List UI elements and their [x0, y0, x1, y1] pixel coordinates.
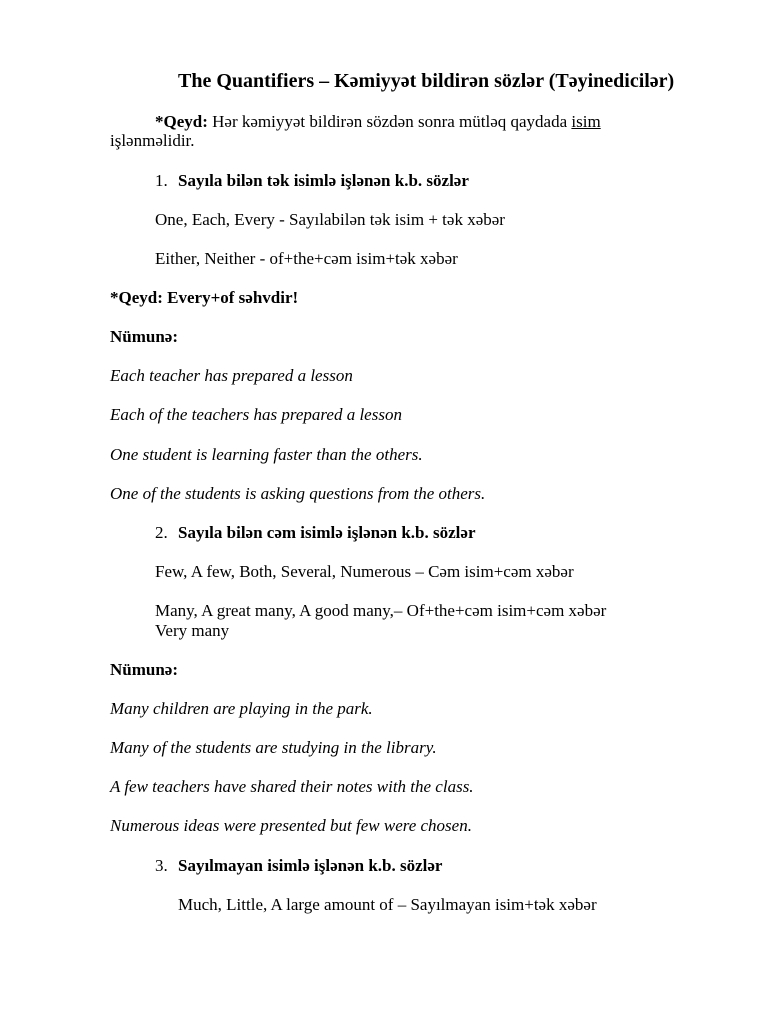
note-line-2: işlənməlidir. — [110, 131, 195, 150]
section-2-rule: Few, A few, Both, Several, Numerous – Cəm isim+cəm xəbər — [155, 562, 574, 581]
section-1-heading — [155, 171, 469, 191]
section-2-rule-continuation: Very many — [155, 621, 230, 640]
example-label: Nümunə: — [110, 660, 179, 679]
note-text: Hər kəmiyyət bildirən sözdən sonra mütləq qaydada — [207, 112, 572, 131]
document-title: The Quantifiers – Kəmiyyət bildirən sözlər (Təyinedicilər) — [178, 70, 675, 92]
example-sentence: Many children are playing in the park. — [110, 699, 373, 718]
example-sentence: One student is learning faster than the others. — [110, 445, 423, 464]
section-1-rule: Either, Neither - of+the+cəm isim+tək xəbər — [155, 249, 458, 268]
example-sentence: Numerous ideas were presented but few were chosen. — [110, 816, 472, 835]
example-sentence: Each teacher has prepared a lesson — [110, 366, 353, 385]
note-line-1 — [155, 112, 601, 132]
example-sentence: One of the students is asking questions from the others. — [110, 484, 486, 503]
warning-note: *Qeyd: Every+of səhvdir! — [110, 288, 299, 307]
note-underlined-word: isim — [571, 112, 601, 131]
section-2-number: 2. — [155, 523, 168, 542]
section-3-number: 3. — [155, 856, 168, 875]
section-3-heading — [155, 856, 442, 876]
section-1-title: Sayıla bilən tək isimlə işlənən k.b. sözlər — [178, 171, 469, 190]
example-sentence: Many of the students are studying in the library. — [110, 738, 437, 757]
section-3-rule: Much, Little, A large amount of – Sayılmayan isim+tək xəbər — [178, 895, 597, 914]
example-sentence: A few teachers have shared their notes with the class. — [110, 777, 474, 796]
section-2-heading — [155, 523, 476, 543]
section-2-title: Sayıla bilən cəm isimlə işlənən k.b. sözlər — [178, 523, 476, 542]
note-label: *Qeyd: — [155, 112, 208, 131]
section-1-rule: One, Each, Every - Sayılabilən tək isim + tək xəbər — [155, 210, 505, 229]
section-2-rule: Many, A great many, A good many,– Of+the+cəm isim+cəm xəbər — [155, 601, 607, 620]
example-label: Nümunə: — [110, 327, 179, 346]
section-3-title: Sayılmayan isimlə işlənən k.b. sözlər — [178, 856, 443, 875]
section-1-number: 1. — [155, 171, 168, 190]
example-sentence: Each of the teachers has prepared a lesson — [110, 405, 402, 424]
